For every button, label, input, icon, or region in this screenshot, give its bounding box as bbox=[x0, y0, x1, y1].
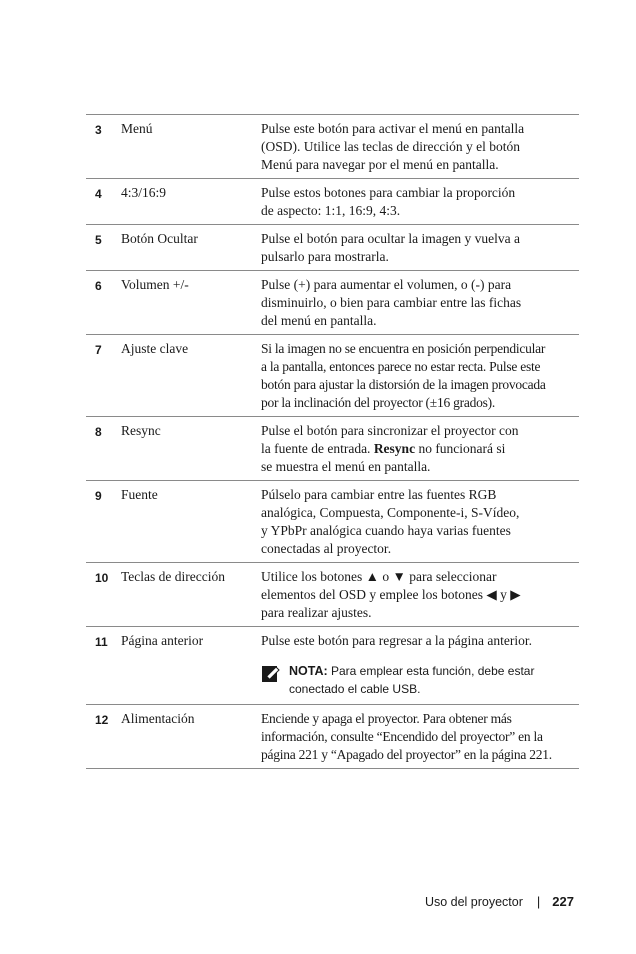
button-description: Utilice los botones ▲ o ▼ para seleccionar elementos del OSD y emplee los botones ◀ y ▶ para realizar ajustes. bbox=[261, 569, 521, 620]
table-row bbox=[86, 481, 579, 563]
button-description: Pulse este botón para activar el menú en pantalla (OSD). Utilice las teclas de dirección y el botón Menú para navegar por el menú en pantalla. bbox=[261, 121, 525, 172]
button-description: Pulse el botón para sincronizar el proyector con la fuente de entrada. Resync no funcionará si se muestra el menú en pantalla. bbox=[261, 423, 519, 474]
button-name: Menú bbox=[121, 121, 153, 136]
controls-table bbox=[86, 114, 579, 769]
row-number: 9 bbox=[95, 489, 102, 503]
row-number: 7 bbox=[95, 343, 102, 357]
table-row bbox=[86, 627, 579, 705]
row-number: 6 bbox=[95, 279, 102, 293]
note-box bbox=[261, 662, 579, 698]
table-row bbox=[86, 115, 579, 179]
note-label: NOTA: bbox=[289, 664, 328, 678]
pencil-note-icon bbox=[261, 662, 289, 698]
row-number: 3 bbox=[95, 123, 102, 137]
page-footer bbox=[425, 894, 574, 909]
table-row bbox=[86, 271, 579, 335]
table-row bbox=[86, 705, 579, 769]
table-row bbox=[86, 563, 579, 627]
button-name: Teclas de dirección bbox=[121, 569, 225, 584]
note-text: NOTA: Para emplear esta función, debe estar conectado el cable USB. bbox=[289, 664, 535, 696]
button-description: Si la imagen no se encuentra en posición perpendicular a la pantalla, entonces parece no estar recta. Pulse este botón para ajustar la distorsión de la imagen provocada por la inclinación del proyector (±16 grados). bbox=[261, 341, 546, 410]
button-description: Pulse el botón para ocultar la imagen y vuelva a pulsarlo para mostrarla. bbox=[261, 231, 521, 264]
resync-keyword: Resync bbox=[373, 441, 416, 456]
row-number: 4 bbox=[95, 187, 102, 201]
table-row bbox=[86, 179, 579, 225]
table-row bbox=[86, 335, 579, 417]
footer-separator: | bbox=[536, 894, 541, 909]
button-name: 4:3/16:9 bbox=[121, 185, 167, 200]
table-row bbox=[86, 417, 579, 481]
button-name: Página anterior bbox=[121, 633, 204, 648]
row-number: 10 bbox=[95, 571, 109, 585]
button-description: Púlselo para cambiar entre las fuentes RGB analógica, Compuesta, Componente-i, S-Vídeo, y YPbPr analógica cuando haya varias fuentes conectadas al proyector. bbox=[261, 487, 520, 556]
row-number: 8 bbox=[95, 425, 102, 439]
button-description: Pulse (+) para aumentar el volumen, o (-) para disminuirlo, o bien para cambiar entre las fichas del menú en pantalla. bbox=[261, 277, 522, 328]
button-description: Pulse este botón para regresar a la página anterior. NOTA: Para emplear esta función, debe estar conectado el cable USB. bbox=[261, 632, 579, 700]
button-description: Pulse estos botones para cambiar la proporción de aspecto: 1:1, 16:9, 4:3. bbox=[261, 185, 516, 218]
page-number: 227 bbox=[552, 894, 574, 909]
table-row bbox=[86, 225, 579, 271]
button-name: Resync bbox=[121, 423, 161, 438]
button-description: Enciende y apaga el proyector. Para obtener más información, consulte “Encendido del proyector” en la página 221 y “Apagado del proyector” en la página 221. bbox=[261, 711, 552, 762]
button-name: Botón Ocultar bbox=[121, 231, 198, 246]
button-name: Fuente bbox=[121, 487, 158, 502]
button-name: Alimentación bbox=[121, 711, 195, 726]
row-number: 12 bbox=[95, 713, 109, 727]
button-name: Volumen +/- bbox=[121, 277, 189, 292]
section-title: Uso del proyector bbox=[424, 894, 523, 909]
row-number: 5 bbox=[95, 233, 102, 247]
row-number: 11 bbox=[95, 635, 108, 649]
button-name: Ajuste clave bbox=[121, 341, 189, 356]
